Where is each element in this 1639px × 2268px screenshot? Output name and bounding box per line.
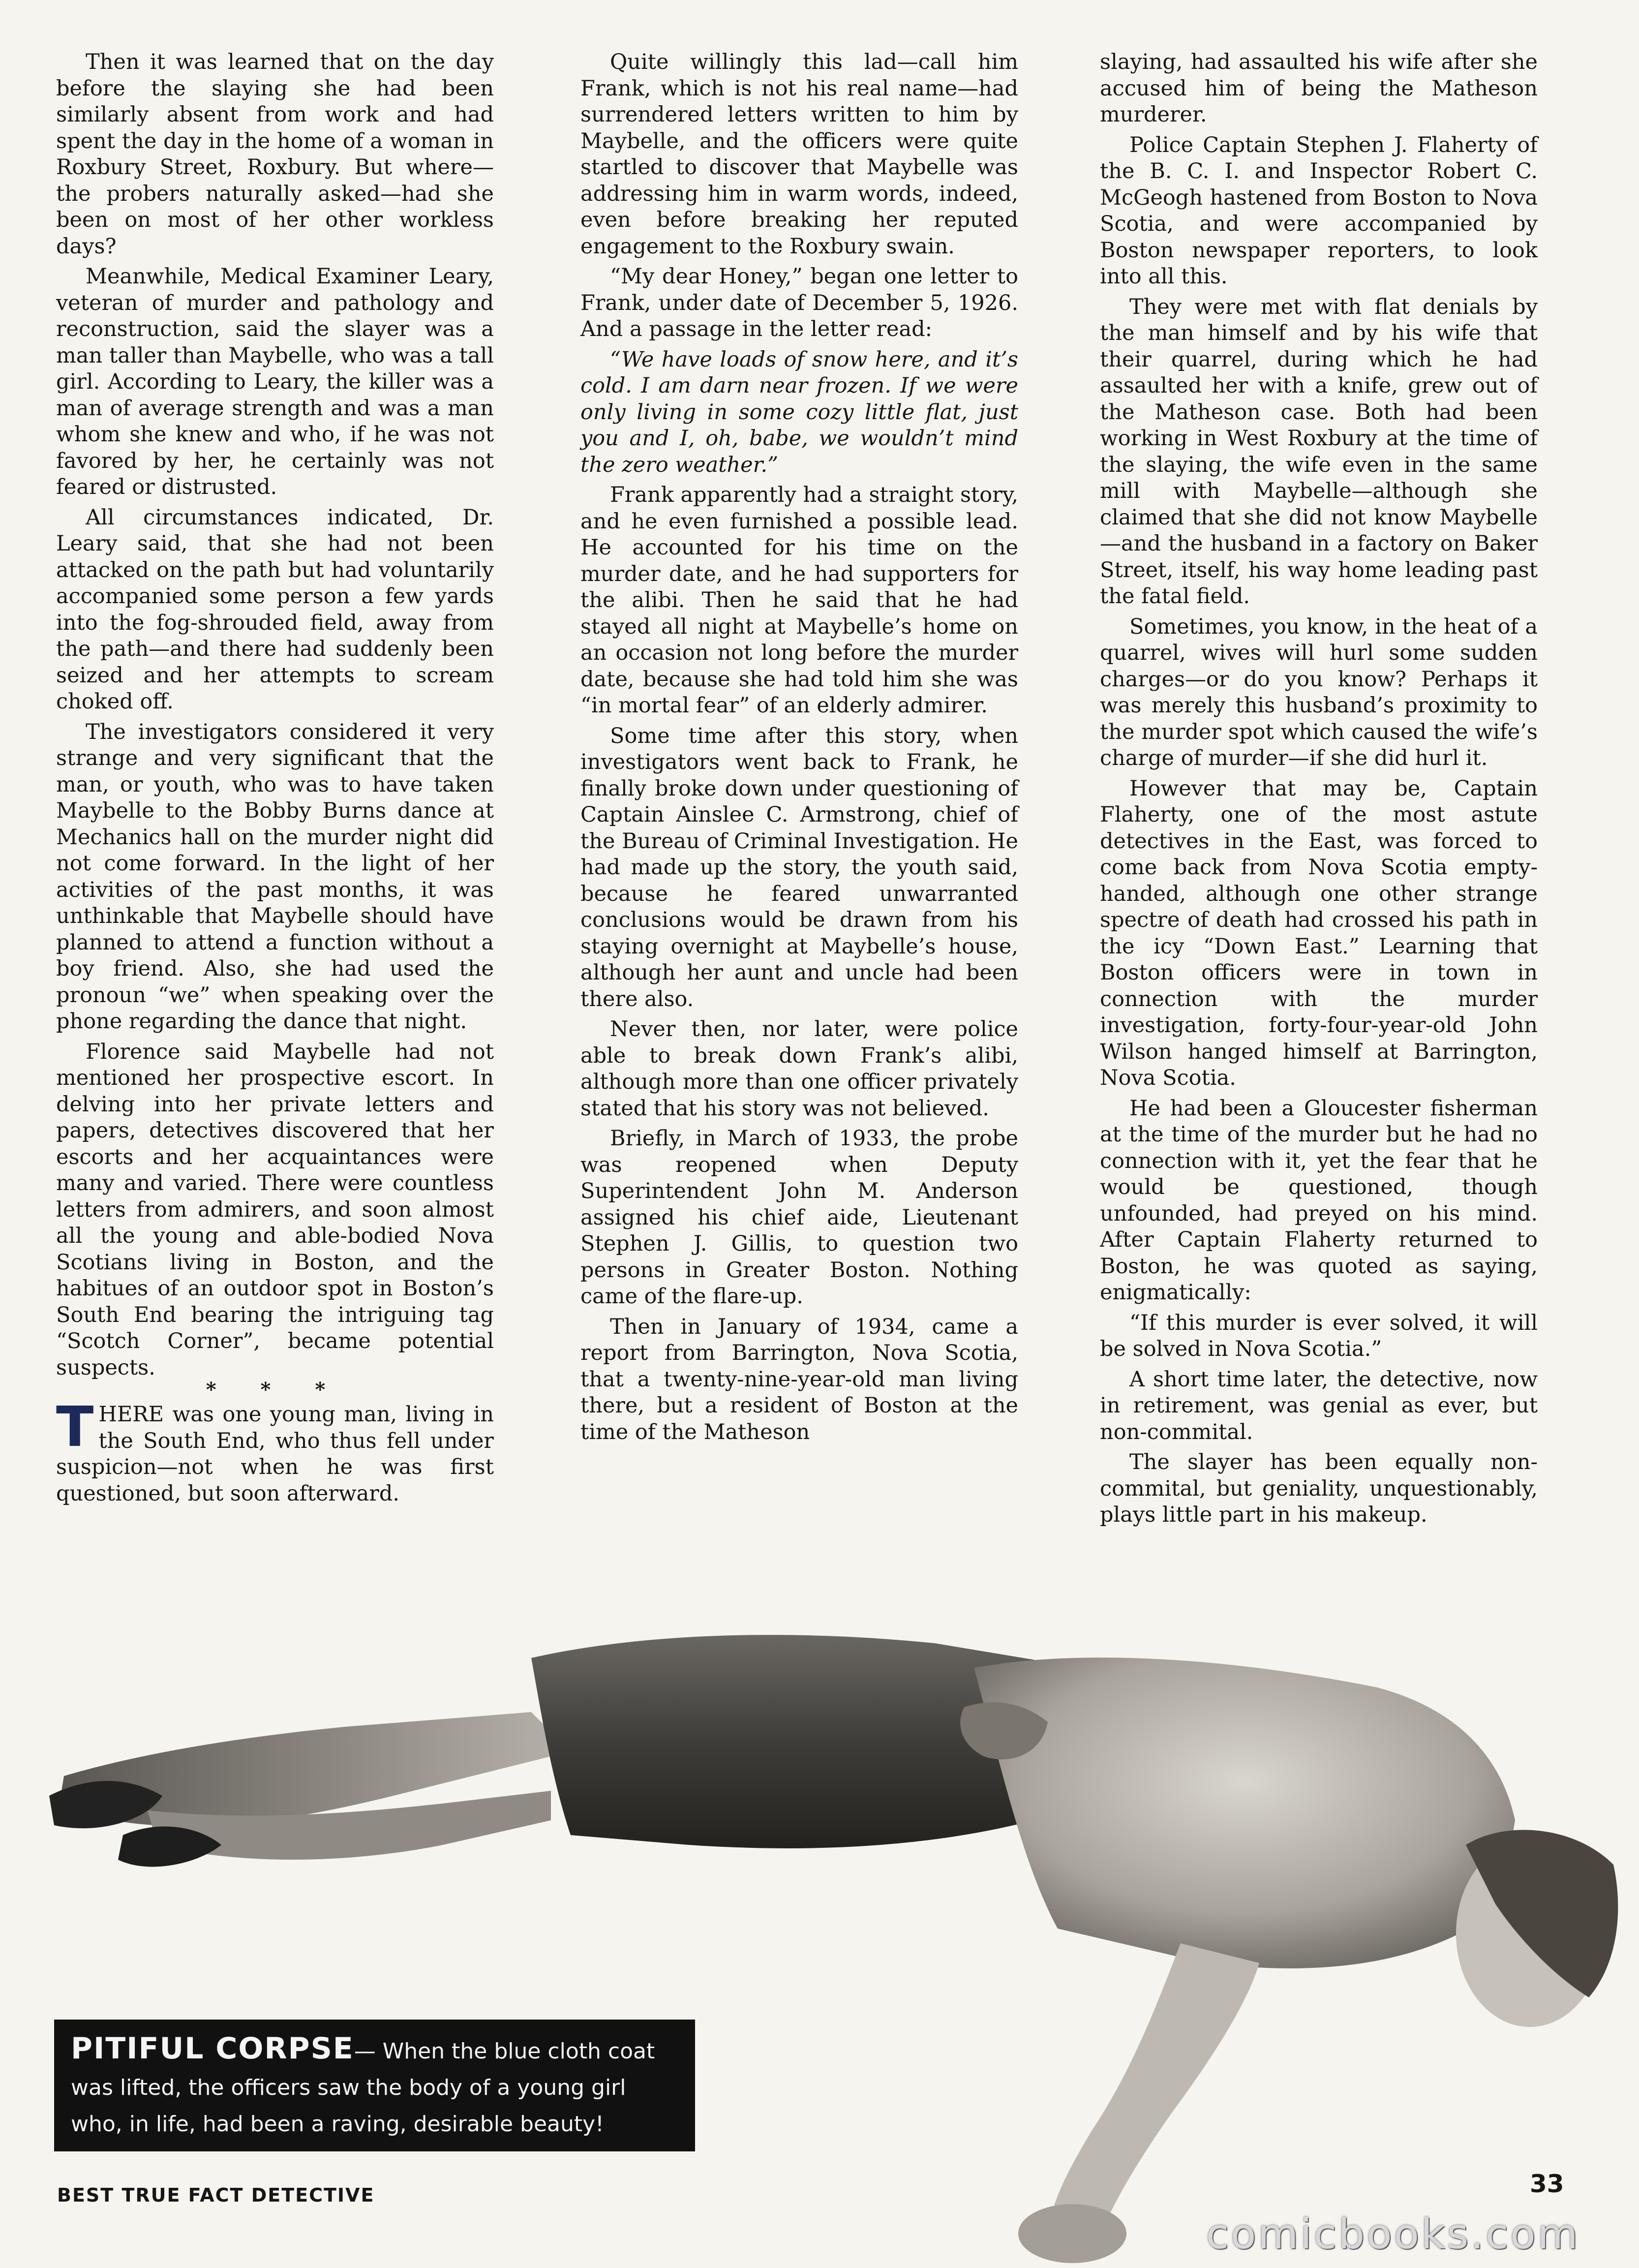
site-watermark: comicbooks.com xyxy=(1206,2210,1580,2258)
corpse-photo xyxy=(0,1589,1639,2268)
paragraph: Sometimes, you know, in the heat of a quarrel, wives will hurl some sudden charges—or do you know? Perhaps it was merely this husband’s proximity to the murder spot which caused the wife’s charge of murder—if she did hurl it. xyxy=(1100,614,1538,770)
paragraph: The investigators considered it very strange and very significant that the man, or youth, who was to have taken Maybelle to the Bobby Burns dance at Mechanics hall on the murder night did not come forward. In the light of her activities of the past months, it was unthinkable that Maybelle should have planned to attend a function without a boy friend. Also, she had used the pronoun “we” when speaking over the phone regarding the dance that night. xyxy=(56,719,494,1034)
paragraph: They were met with flat denials by the man himself and by his wife that their quarrel, during which he had assaulted her with a knife, grew out of the Matheson case. Both had been working in West Roxbury at the time of the slaying, the wife even in the same mill with Maybelle—although she claimed that she did not know Maybelle—and the husband in a factory on Baker Street, itself, his way home leading past the fatal field. xyxy=(1100,294,1538,609)
paragraph: Frank apparently had a straight story, and he even furnished a possible lead. He accounted for his time on the murder date, and he had supporters for the alibi. Then he said that he had stayed all night at Maybelle’s home on an occasion not long before the murder date, because she had told him she was “in mortal fear” of an elderly admirer. xyxy=(580,483,1018,718)
paragraph: Florence said Maybelle had not mentioned her prospective escort. In delving into her private letters and papers, detectives discovered that her escorts and her acquaintances were many and varied. There were countless letters from admirers, and soon almost all the young and able-bodied Nova Scotians living in Boston, and the habitues of an outdoor spot in Boston’s South End bearing the intriguing tag “Scotch Corner”, became potential suspects. xyxy=(56,1039,494,1380)
page-number: 33 xyxy=(1530,2170,1564,2198)
paragraph: However that may be, Captain Flaherty, one of the most astute detectives in the East, was forced to come back from Nova Scotia empty-handed, although one other strange spectre of death had crossed his path in the icy “Down East.” Learning that Boston officers were in town in connection with the murder investigation, forty-four-year-old John Wilson hanged himself at Barrington, Nova Scotia. xyxy=(1100,776,1538,1090)
paragraph: Briefly, in March of 1933, the probe was reopened when Deputy Superintendent John M. Anderson assigned his chief aide, Lieutenant Stephen J. Gillis, to question two persons in Greater Boston. Nothing came of the flare-up. xyxy=(580,1126,1018,1309)
paragraph: Never then, nor later, were police able to break down Frank’s alibi, although more than one officer privately stated that his story was not believed. xyxy=(580,1017,1018,1121)
paragraph: Then in January of 1934, came a report from Barrington, Nova Scotia, that a twenty-nine-year-old man living there, but a resident of Boston at the time of the Matheson xyxy=(580,1314,1018,1444)
paragraph: Meanwhile, Medical Examiner Leary, veteran of murder and pathology and reconstruction, said the slayer was a man taller than Maybelle, who was a tall girl. According to Leary, the killer was a man of average strength and was a man whom she knew and who, if he was not favored by her, he certainly was not feared or distrusted. xyxy=(56,264,494,499)
photo-caption xyxy=(54,2020,695,2151)
caption-title: PITIFUL CORPSE xyxy=(71,2031,354,2066)
article-column-2 xyxy=(580,49,1018,1449)
paragraph: He had been a Gloucester fisherman at the time of the murder but he had no connection with it, yet the fear that he would be questioned, though unfounded, had preyed on his mind. After Captain Flaherty returned to Boston, he was quoted as saying, enigmatically: xyxy=(1100,1096,1538,1305)
paragraph: slaying, had assaulted his wife after she accused him of being the Matheson murderer. xyxy=(1100,50,1538,127)
caption-text: — When the blue cloth coat was lifted, the officers saw the body of a young girl who, in life, had been a raving, desirable beauty! xyxy=(71,2039,655,2137)
magazine-title-footer: BEST TRUE FACT DETECTIVE xyxy=(57,2184,375,2206)
article-column-1 xyxy=(56,49,494,1511)
dropcap-paragraph xyxy=(56,1395,494,1507)
paragraph: Some time after this story, when investigators went back to Frank, he finally broke down under questioning of Captain Ainslee C. Armstrong, chief of the Bureau of Criminal Investigation. He had made up the story, the youth said, because he feared unwarranted conclusions would be drawn from his staying overnight at Maybelle’s house, although her aunt and uncle had been there also. xyxy=(580,723,1018,1011)
article-column-3 xyxy=(1100,49,1538,1532)
dropcap-paragraph-text: HERE was one young man, living in the South End, who thus fell under suspicion—not when he was first questioned, but soon afterward. xyxy=(56,1402,494,1506)
paragraph: A short time later, the detective, now in retirement, was genial as ever, but non-commital. xyxy=(1100,1367,1538,1444)
paragraph: The slayer has been equally non-commital, but geniality, unquestionably, plays little part in his makeup. xyxy=(1100,1450,1538,1527)
paragraph: “If this murder is ever solved, it will be solved in Nova Scotia.” xyxy=(1100,1310,1538,1361)
section-break: * * * xyxy=(206,1378,344,1401)
letter-quote: “We have loads of snow here, and it’s cold. I am darn near frozen. If we were only living in some cozy little flat, just you and I, oh, babe, we wouldn’t mind the zero weather.” xyxy=(580,347,1018,477)
paragraph: Quite willingly this lad—call him Frank, which is not his real name—had surrendered letters written to him by Maybelle, and the officers were quite startled to discover that Maybelle was addressing him in warm words, indeed, even before breaking her reputed engagement to the Roxbury swain. xyxy=(580,50,1018,259)
paragraph: Police Captain Stephen J. Flaherty of the B. C. I. and Inspector Robert C. McGeogh hastened from Boston to Nova Scotia, and were accompanied by Boston newspaper reporters, to look into all this. xyxy=(1100,132,1538,289)
paragraph: All circumstances indicated, Dr. Leary said, that she had not been attacked on the path but had voluntarily accompanied some person a few yards into the fog-shrouded field, away from the path—and there had suddenly been seized and her attempts to scream choked off. xyxy=(56,505,494,714)
paragraph: “My dear Honey,” began one letter to Frank, under date of December 5, 1926. And a passage in the letter read: xyxy=(580,264,1018,341)
drop-cap: T xyxy=(56,1395,94,1459)
paragraph: Then it was learned that on the day before the slaying she had been similarly absent from work and had spent the day in the home of a woman in Roxbury Street, Roxbury. But where—the probers naturally asked—had she been on most of her other workless days? xyxy=(56,50,494,259)
